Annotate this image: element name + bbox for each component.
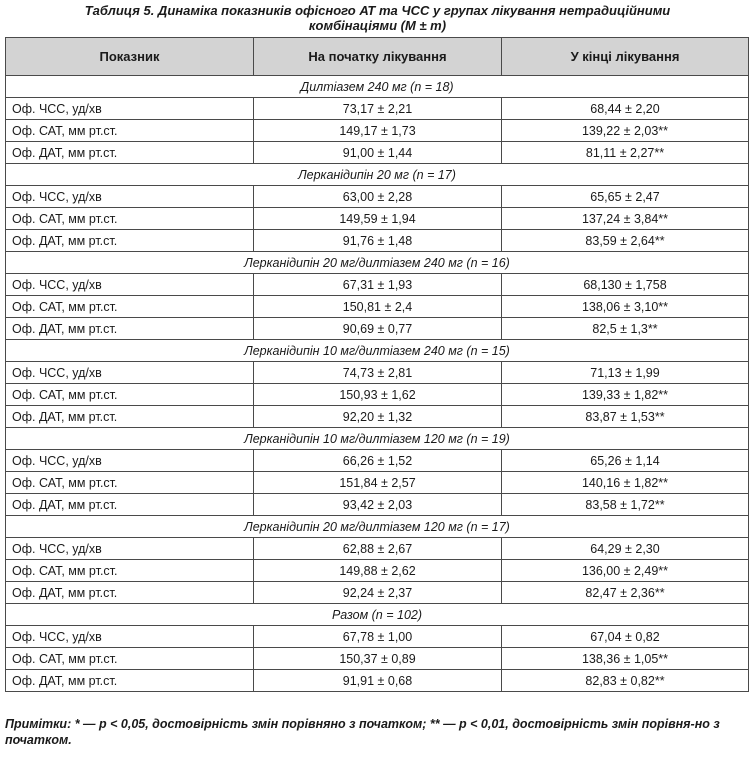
table-row [6,560,749,582]
header-end: У кінці лікування [502,38,749,76]
row-label: Оф. ЧСС, уд/хв [6,626,254,648]
end-value: 83,87 ± 1,53** [502,406,749,428]
baseline-value: 151,84 ± 2,57 [254,472,502,494]
table-row [6,318,749,340]
table-row [6,472,749,494]
end-value: 82,47 ± 2,36** [502,582,749,604]
end-value: 68,130 ± 1,758 [502,274,749,296]
table-row [6,208,749,230]
baseline-value: 91,76 ± 1,48 [254,230,502,252]
baseline-value: 149,59 ± 1,94 [254,208,502,230]
table-row [6,648,749,670]
row-label: Оф. ДАТ, мм рт.ст. [6,230,254,252]
end-value: 65,26 ± 1,14 [502,450,749,472]
group-title: Лерканідипін 20 мг/дилтіазем 120 мг (n = 17) [6,516,749,538]
baseline-value: 63,00 ± 2,28 [254,186,502,208]
row-label: Оф. ЧСС, уд/хв [6,274,254,296]
end-value: 81,11 ± 2,27** [502,142,749,164]
end-value: 139,22 ± 2,03** [502,120,749,142]
baseline-value: 149,88 ± 2,62 [254,560,502,582]
baseline-value: 149,17 ± 1,73 [254,120,502,142]
group-row [6,164,749,186]
row-label: Оф. САТ, мм рт.ст. [6,120,254,142]
group-title: Разом (n = 102) [6,604,749,626]
end-value: 64,29 ± 2,30 [502,538,749,560]
table-row [6,230,749,252]
row-label: Оф. ЧСС, уд/хв [6,186,254,208]
baseline-value: 150,93 ± 1,62 [254,384,502,406]
baseline-value: 91,91 ± 0,68 [254,670,502,692]
row-label: Оф. ЧСС, уд/хв [6,450,254,472]
table-row [6,274,749,296]
group-row [6,428,749,450]
end-value: 140,16 ± 1,82** [502,472,749,494]
table-row [6,626,749,648]
caption-line-1: Таблиця 5. Динаміка показників офісного АТ та ЧСС у групах лікування нетрадиційними [84,3,671,18]
row-label: Оф. САТ, мм рт.ст. [6,208,254,230]
baseline-value: 90,69 ± 0,77 [254,318,502,340]
caption-line-2: комбінаціями (M ± m) [308,18,447,33]
end-value: 68,44 ± 2,20 [502,98,749,120]
header-baseline: На початку лікування [254,38,502,76]
end-value: 139,33 ± 1,82** [502,384,749,406]
end-value: 138,36 ± 1,05** [502,648,749,670]
table-row [6,670,749,692]
row-label: Оф. ДАТ, мм рт.ст. [6,670,254,692]
end-value: 136,00 ± 2,49** [502,560,749,582]
header-row [6,38,749,76]
row-label: Оф. САТ, мм рт.ст. [6,472,254,494]
table-row [6,120,749,142]
group-row [6,604,749,626]
table-row [6,362,749,384]
end-value: 83,59 ± 2,64** [502,230,749,252]
table-row [6,582,749,604]
baseline-value: 150,37 ± 0,89 [254,648,502,670]
group-row [6,252,749,274]
table-row [6,406,749,428]
baseline-value: 67,78 ± 1,00 [254,626,502,648]
table-row [6,186,749,208]
results-table [5,37,749,692]
baseline-value: 74,73 ± 2,81 [254,362,502,384]
table-row [6,142,749,164]
end-value: 82,83 ± 0,82** [502,670,749,692]
row-label: Оф. ДАТ, мм рт.ст. [6,406,254,428]
baseline-value: 92,20 ± 1,32 [254,406,502,428]
row-label: Оф. ДАТ, мм рт.ст. [6,494,254,516]
baseline-value: 73,17 ± 2,21 [254,98,502,120]
baseline-value: 91,00 ± 1,44 [254,142,502,164]
table-row [6,384,749,406]
group-title: Лерканідипін 10 мг/дилтіазем 240 мг (n = 15) [6,340,749,362]
row-label: Оф. ЧСС, уд/хв [6,538,254,560]
table-row [6,494,749,516]
group-title: Лерканідипін 10 мг/дилтіазем 120 мг (n = 19) [6,428,749,450]
table-row [6,98,749,120]
end-value: 83,58 ± 1,72** [502,494,749,516]
group-title: Дилтіазем 240 мг (n = 18) [6,76,749,98]
baseline-value: 66,26 ± 1,52 [254,450,502,472]
end-value: 137,24 ± 3,84** [502,208,749,230]
group-title: Лерканідипін 20 мг (n = 17) [6,164,749,186]
row-label: Оф. ЧСС, уд/хв [6,362,254,384]
table-note: Примітки: * — p < 0,05, достовірність змін порівняно з початком; ** — p < 0,01, достовірність змін порівня-но з початком. [5,717,720,747]
row-label: Оф. ДАТ, мм рт.ст. [6,142,254,164]
header-indicator: Показник [6,38,254,76]
baseline-value: 150,81 ± 2,4 [254,296,502,318]
end-value: 67,04 ± 0,82 [502,626,749,648]
group-title: Лерканідипін 20 мг/дилтіазем 240 мг (n = 16) [6,252,749,274]
baseline-value: 92,24 ± 2,37 [254,582,502,604]
end-value: 82,5 ± 1,3** [502,318,749,340]
row-label: Оф. ДАТ, мм рт.ст. [6,582,254,604]
baseline-value: 93,42 ± 2,03 [254,494,502,516]
group-row [6,516,749,538]
group-row [6,76,749,98]
table-row [6,296,749,318]
row-label: Оф. САТ, мм рт.ст. [6,384,254,406]
row-label: Оф. САТ, мм рт.ст. [6,648,254,670]
row-label: Оф. ДАТ, мм рт.ст. [6,318,254,340]
baseline-value: 67,31 ± 1,93 [254,274,502,296]
end-value: 138,06 ± 3,10** [502,296,749,318]
table-row [6,538,749,560]
baseline-value: 62,88 ± 2,67 [254,538,502,560]
end-value: 65,65 ± 2,47 [502,186,749,208]
end-value: 71,13 ± 1,99 [502,362,749,384]
table-caption [0,3,755,33]
table-row [6,450,749,472]
group-row [6,340,749,362]
table-body [6,76,749,692]
row-label: Оф. САТ, мм рт.ст. [6,296,254,318]
row-label: Оф. ЧСС, уд/хв [6,98,254,120]
row-label: Оф. САТ, мм рт.ст. [6,560,254,582]
